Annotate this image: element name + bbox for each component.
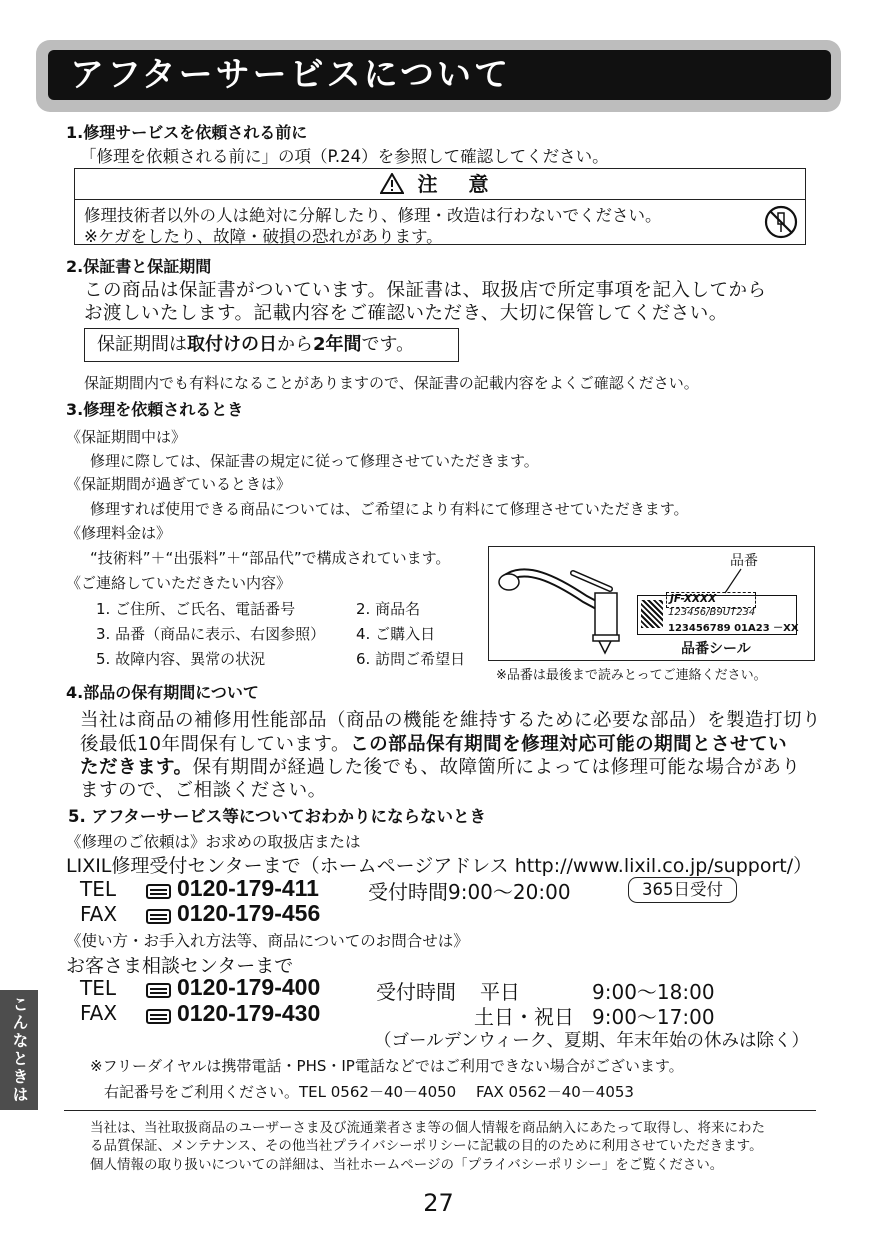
fig-note: ※品番は最後まで読みとってご連絡ください。 [496, 668, 767, 683]
freedial-icon [146, 983, 171, 998]
tel-number-1: 0120-179-411 [177, 875, 319, 901]
freedial-icon [146, 1009, 171, 1024]
fig-code3: 123456789 01A23 －XX [668, 623, 799, 634]
fax-2 [146, 1000, 320, 1027]
caution-box [74, 168, 806, 245]
freedial-note-1: ※フリーダイヤルは携帯電話・PHS・IP電話などではご利用できない場合がございます。 [90, 1057, 684, 1075]
caution-title: 注 意 [417, 172, 501, 196]
section3-sub3: 《修理料金は》 [66, 524, 172, 542]
section1-text: 「修理を依頼される前に」の項（P.24）を参照して確認してください。 [80, 147, 609, 166]
section4-line3a: ただきます。 [80, 757, 193, 778]
lixil-repair-center: LIXIL修理受付センターまで（ホームページアドレス http://www.lixil.co.jp/support/） [66, 855, 813, 877]
warranty-period-box [84, 328, 459, 362]
section4-line2a: 後最低10年間保有しています。 [80, 734, 351, 755]
privacy-line3: 個人情報の取り扱いについての詳細は、当社ホームページの「プライバシーポリシー」をご覧ください。 [90, 1157, 724, 1173]
section3-heading: 3.修理を依頼されるとき [66, 400, 244, 419]
freedial-icon [146, 909, 171, 924]
contact-item-4: 4. ご購入日 [356, 625, 436, 643]
section2-note: 保証期間内でも有料になることがありますので、保証書の記載内容をよくご確認ください。 [84, 374, 699, 392]
section3-sub1-text: 修理に際しては、保証書の規定に従って修理させていただきます。 [90, 452, 539, 470]
fig-label-bottom: 品番シール [681, 641, 751, 657]
section4-line2b: この部品保有期間を修理対応可能の期間とさせてい [350, 734, 788, 755]
weekend-hours: 9:00～17:00 [592, 1005, 715, 1029]
page-title: アフターサービスについて [48, 50, 831, 100]
caution-header [75, 169, 805, 200]
section3-sub1: 《保証期間中は》 [66, 428, 187, 446]
section5-sub1: 《修理のご依頼は》お求めの取扱店または [66, 833, 361, 851]
section2-line1: この商品は保証書がついています。保証書は、取扱店で所定事項を記入してから [84, 280, 767, 301]
tel-number-2: 0120-179-400 [177, 974, 321, 1000]
weekday-label: 平日 [480, 980, 520, 1004]
section4-line4: ますので、ご相談ください。 [80, 780, 327, 801]
warning-triangle-icon [380, 173, 404, 194]
section4-line1: 当社は商品の補修用性能部品（商品の機能を維持するために必要な部品）を製造打切り [80, 710, 822, 731]
fig-label-top: 品番 [730, 553, 758, 569]
warranty-text-b: 取付けの日 [187, 334, 277, 355]
warranty-text-a: 保証期間は [97, 334, 187, 355]
section5-heading: 5. アフターサービス等についておわかりにならないとき [68, 807, 487, 826]
tel-2 [146, 974, 320, 1001]
pointer-line [719, 567, 749, 595]
faucet-illustration [495, 549, 645, 659]
tel-label-1: TEL [80, 877, 116, 901]
caution-line1: 修理技術者以外の人は絶対に分解したり、修理・改造は行わないでください。 [84, 206, 662, 225]
fig-code1: JF-XXXX [670, 593, 717, 605]
contact-item-5: 5. 故障内容、異常の状況 [96, 650, 266, 668]
product-label-figure [488, 546, 815, 661]
section5-sub2: 《使い方・お手入れ方法等、商品についてのお問合せは》 [66, 932, 469, 950]
caution-line2: ※ケガをしたり、故障・破損の恐れがあります。 [84, 227, 443, 246]
section4-line3b: 保有期間が経過した後でも、故障箇所によっては修理可能な場合があり [192, 757, 801, 778]
page-number: 27 [423, 1189, 454, 1217]
product-seal [637, 595, 797, 635]
privacy-line2: る品質保証、メンテナンス、その他当社プライバシーポリシーに記載の目的のために利用させていただきます。 [90, 1138, 763, 1154]
contact-item-2: 2. 商品名 [356, 600, 421, 618]
365-badge: 365日受付 [628, 877, 737, 903]
privacy-line1: 当社は、当社取扱商品のユーザーさま及び流通業者さま等の個人情報を商品納入にあたって取得し、将来にわた [90, 1120, 765, 1136]
holiday-note: （ゴールデンウィーク、夏期、年末年始の休みは除く） [374, 1031, 810, 1051]
contact-item-6: 6. 訪問ご希望日 [356, 650, 466, 668]
section1-heading: 1.修理サービスを依頼される前に [66, 123, 308, 142]
section4-heading: 4.部品の保有期間について [66, 683, 259, 702]
fax-label-2: FAX [80, 1001, 118, 1025]
fax-label-1: FAX [80, 902, 118, 926]
section3-sub2: 《保証期間が過ぎているときは》 [66, 475, 292, 493]
hours-2-label: 受付時間 [376, 980, 456, 1004]
contact-item-3: 3. 品番（商品に表示、右図参照） [96, 625, 326, 643]
fax-number-1: 0120-179-456 [177, 900, 321, 926]
tel-1 [146, 875, 319, 902]
section2-heading: 2.保証書と保証期間 [66, 257, 212, 276]
fax-number-2: 0120-179-430 [177, 1000, 321, 1026]
tel-label-2: TEL [80, 976, 116, 1000]
weekend-label: 土日・祝日 [474, 1005, 574, 1029]
contact-item-1: 1. ご住所、ご氏名、電話番号 [96, 600, 296, 618]
side-tab: こんなときは [0, 990, 38, 1110]
warranty-text-e: です。 [361, 334, 415, 355]
warranty-text-d: 2年間 [313, 334, 362, 355]
section3-sub2-text: 修理すれば使用できる商品については、ご希望により有料にて修理させていただきます。 [90, 500, 689, 518]
section3-sub4: 《ご連絡していただきたい内容》 [66, 574, 292, 592]
fig-code2: 123456/B9UT234 [668, 607, 756, 618]
section3-sub3-text: “技術料”＋“出張料”＋“部品代”で構成されています。 [90, 549, 451, 567]
freedial-note-2: 右記番号をご利用ください。TEL 0562－40－4050 FAX 0562－40－4053 [104, 1083, 634, 1101]
weekday-hours: 9:00～18:00 [592, 980, 715, 1004]
no-disassembly-icon [764, 205, 798, 239]
customer-center: お客さま相談センターまで [66, 955, 294, 977]
section2-line2: お渡しいたします。記載内容をご確認いただき、大切に保管してください。 [84, 303, 728, 324]
fax-1 [146, 900, 320, 927]
seal-hatch [641, 600, 663, 628]
warranty-text-c: から [277, 334, 313, 355]
hours-1: 受付時間9:00～20:00 [368, 880, 571, 904]
freedial-icon [146, 884, 171, 899]
footer-divider [64, 1110, 816, 1111]
